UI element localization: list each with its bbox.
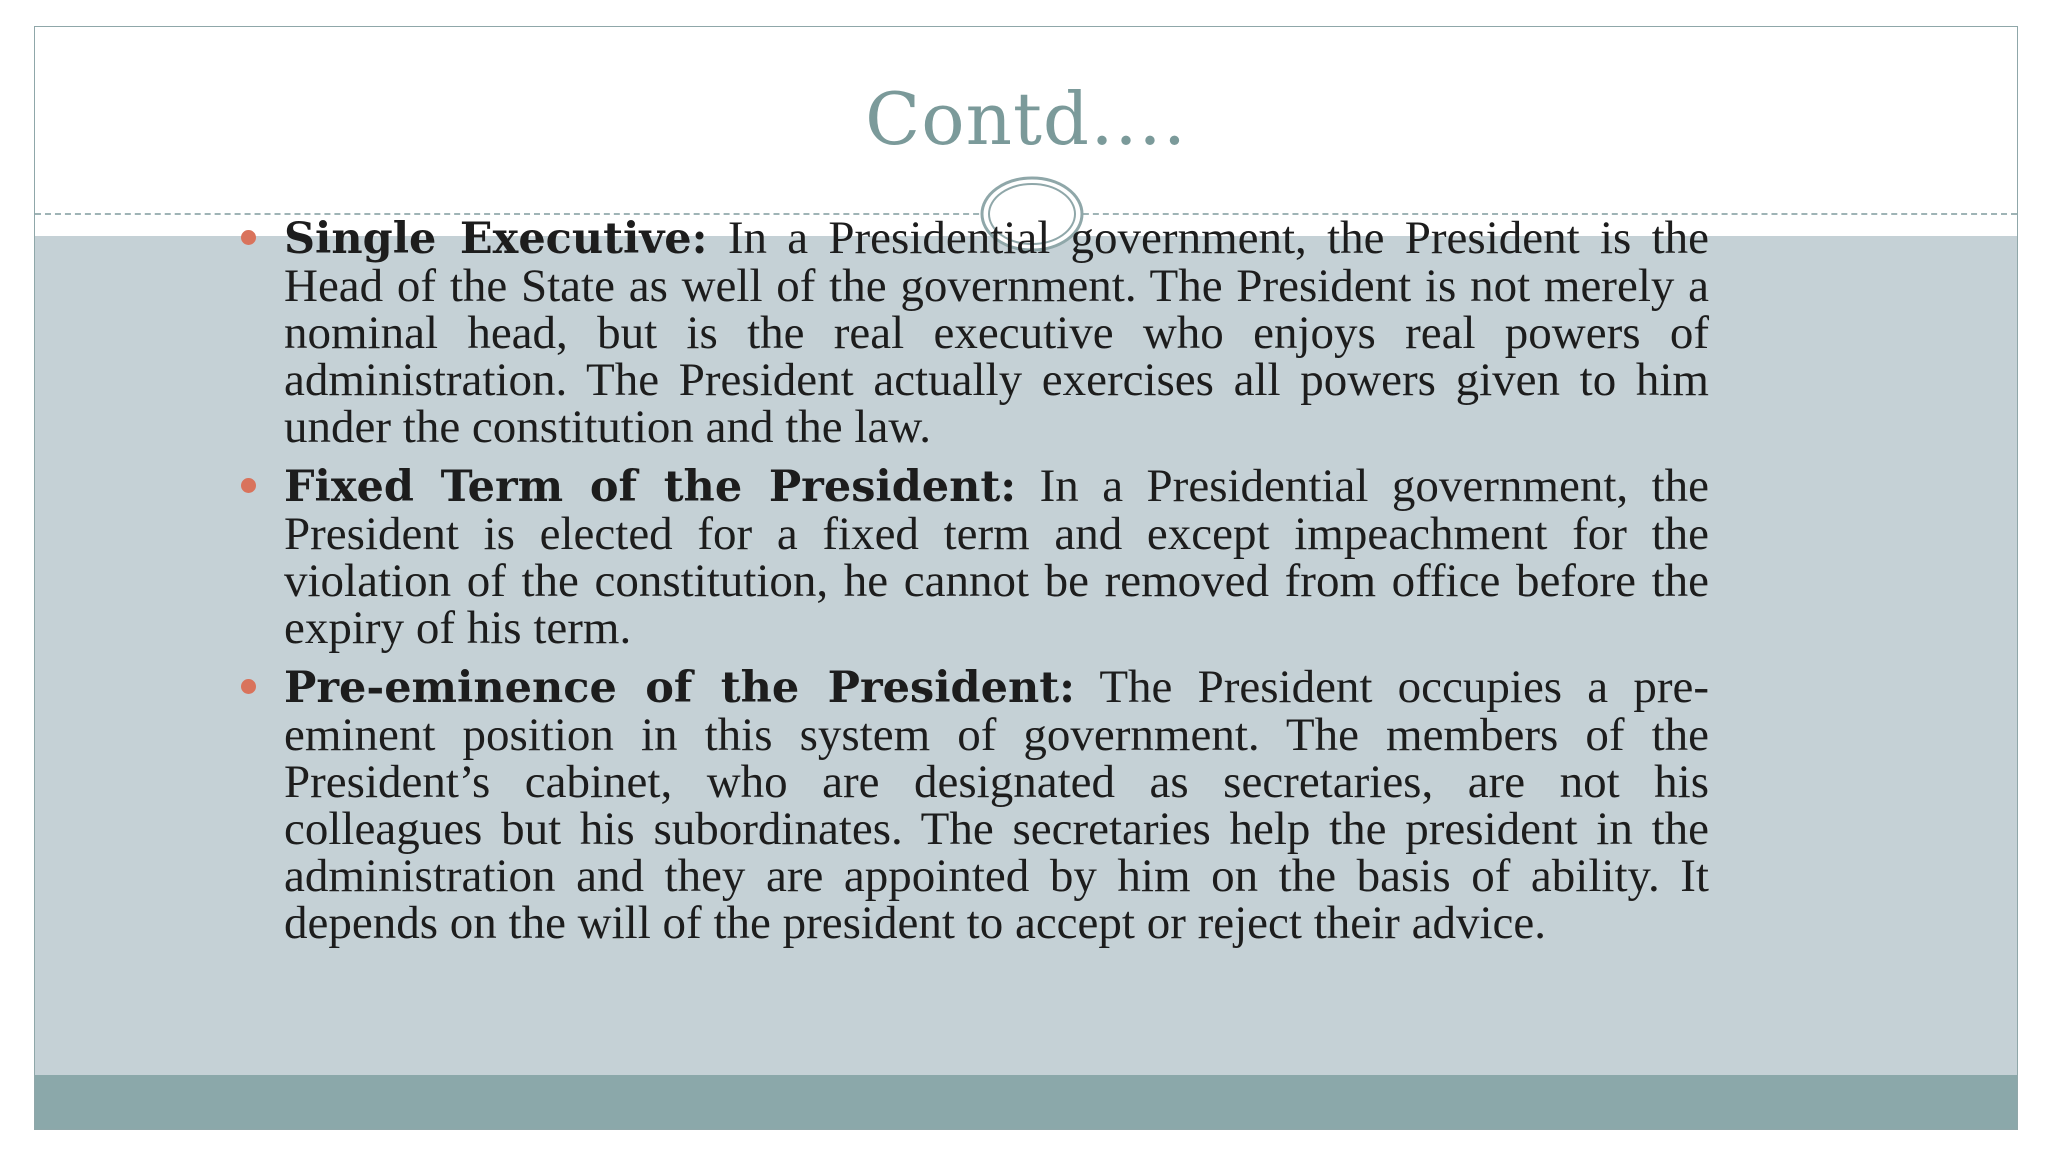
footer-band	[35, 1075, 2017, 1129]
bullet-item	[249, 661, 1709, 949]
bullet-item	[249, 460, 1709, 654]
bullet-text: In a Presidential government, the President is elected for a fixed term and except impeachment for the violation of the constitution, he cannot be removed from office before the expiry of his term.	[284, 460, 1709, 654]
bullet-dot-icon	[241, 679, 256, 694]
bullet-list	[249, 212, 1709, 959]
bullet-dot-icon	[241, 230, 256, 245]
slide	[34, 26, 2018, 1130]
bullet-item	[249, 212, 1709, 453]
bullet-text: The President occupies a pre-eminent position in this system of government. The members of the President’s cabinet, who are designated as secretaries, are not his colleagues but his subordinates. The secretaries help the president in the administration and they are appointed by him on the basis of ability. It depends on the will of the president to accept or reject their advice.	[284, 661, 1709, 949]
bullet-term: Pre-eminence of the President:	[284, 663, 1075, 713]
bullet-dot-icon	[241, 478, 256, 493]
bullet-term: Fixed Term of the President:	[284, 462, 1017, 512]
bullet-text: In a Presidential government, the President is the Head of the State as well of the government. The President is not merely a nominal head, but is the real executive who enjoys real powers of administration. The President actually exercises all powers given to him under the constitution and the law.	[284, 212, 1709, 453]
bullet-term: Single Executive:	[284, 214, 708, 264]
slide-title: Contd….	[865, 77, 1187, 161]
